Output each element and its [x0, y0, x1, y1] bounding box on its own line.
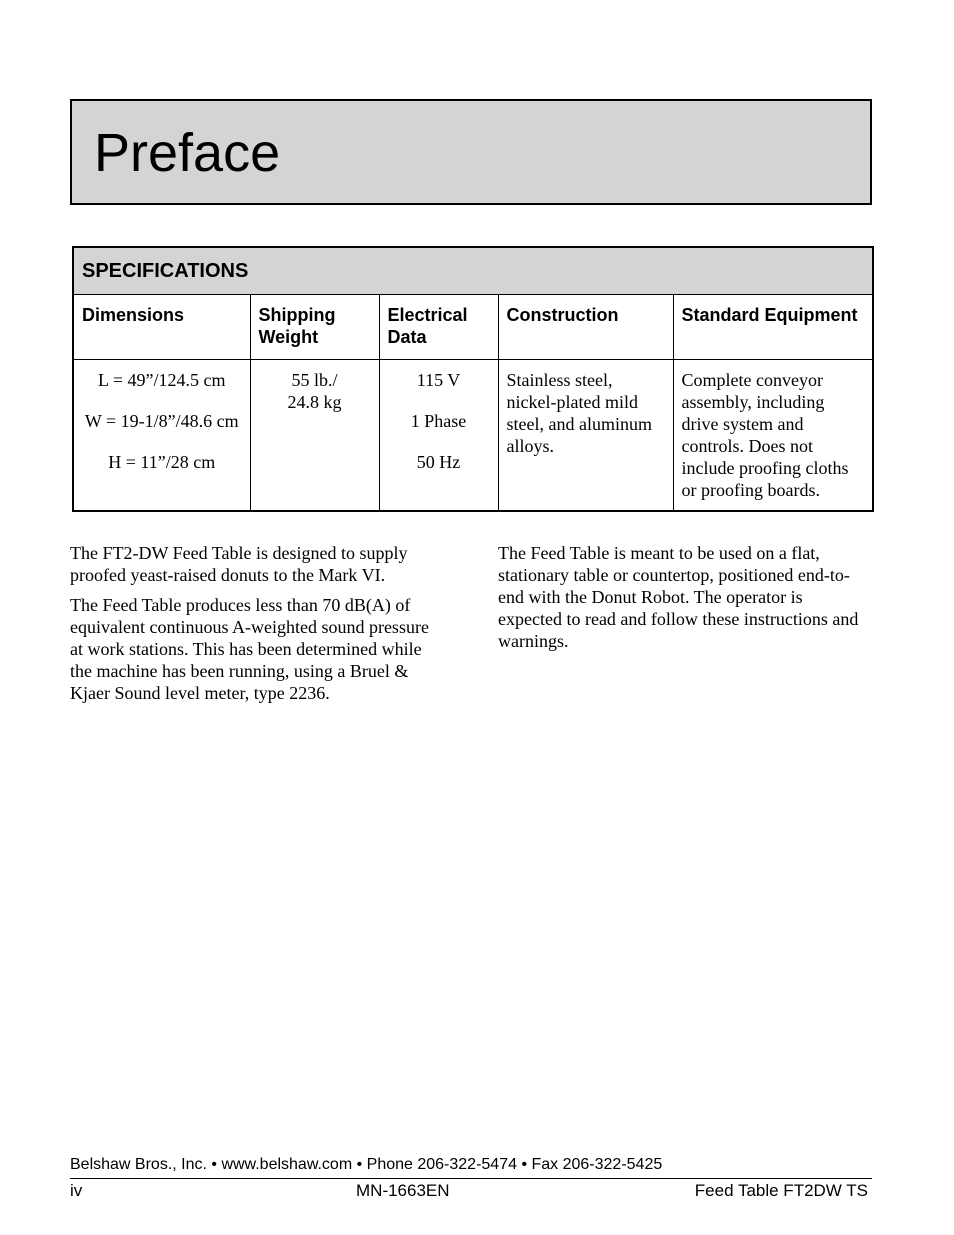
- construction-cell: Stainless steel, nickel-plated mild steel, and aluminum alloys.: [498, 360, 673, 512]
- product-name: Feed Table FT2DW TS: [694, 1181, 868, 1200]
- weight-lb: 55 lb./: [291, 370, 338, 390]
- header-standard-equipment: Standard Equipment: [673, 295, 873, 360]
- header-shipping-weight: Shipping Weight: [250, 295, 379, 360]
- footer-contact: Belshaw Bros., Inc. • www.belshaw.com • Phone 206-322-5474 • Fax 206-322-5425: [70, 1156, 663, 1173]
- paragraph-usage: The Feed Table is meant to be used on a flat, stationary table or countertop, positioned end-to-end with the Donut Robot. The operator is expected to read and follow these instructions and warnings.: [498, 543, 859, 651]
- electrical-voltage: 115 V: [416, 370, 461, 390]
- header-electrical-data: Electrical Data: [379, 295, 498, 360]
- footer-divider: [70, 1178, 872, 1179]
- electrical-cell: [379, 360, 498, 512]
- specifications-caption: SPECIFICATIONS: [73, 247, 873, 295]
- weight-kg: 24.8 kg: [287, 392, 342, 412]
- standard-equipment-cell: Complete conveyor assembly, including drive system and controls. Does not include proofing cloths or proofing boards.: [673, 360, 873, 512]
- header-construction: Construction: [498, 295, 673, 360]
- dimensions-cell: [73, 360, 250, 512]
- document-number: MN-1663EN: [356, 1181, 450, 1200]
- body-left-column: [70, 542, 442, 712]
- paragraph-noise: The Feed Table produces less than 70 dB(A) of equivalent continuous A-weighted sound pressure at work stations. This has been determined while the machine has been running, using a Bruel & Kjaer Sound level meter, type 2236.: [70, 595, 429, 703]
- specifications-table: [72, 246, 874, 512]
- page-title: Preface: [94, 123, 281, 183]
- header-dimensions: Dimensions: [73, 295, 250, 360]
- title-banner: [70, 99, 872, 205]
- dimension-height: H = 11”/28 cm: [108, 452, 216, 472]
- electrical-frequency: 50 Hz: [416, 452, 461, 472]
- page-number: iv: [70, 1181, 83, 1200]
- body-right-column: [498, 542, 870, 660]
- electrical-phase: 1 Phase: [410, 411, 467, 431]
- dimension-length: L = 49”/124.5 cm: [98, 370, 226, 390]
- footer-row: [70, 1180, 868, 1202]
- shipping-weight-cell: [250, 360, 379, 512]
- dimension-width: W = 19-1/8”/48.6 cm: [84, 411, 239, 431]
- paragraph-purpose: The FT2-DW Feed Table is designed to supply proofed yeast-raised donuts to the Mark VI.: [70, 543, 408, 585]
